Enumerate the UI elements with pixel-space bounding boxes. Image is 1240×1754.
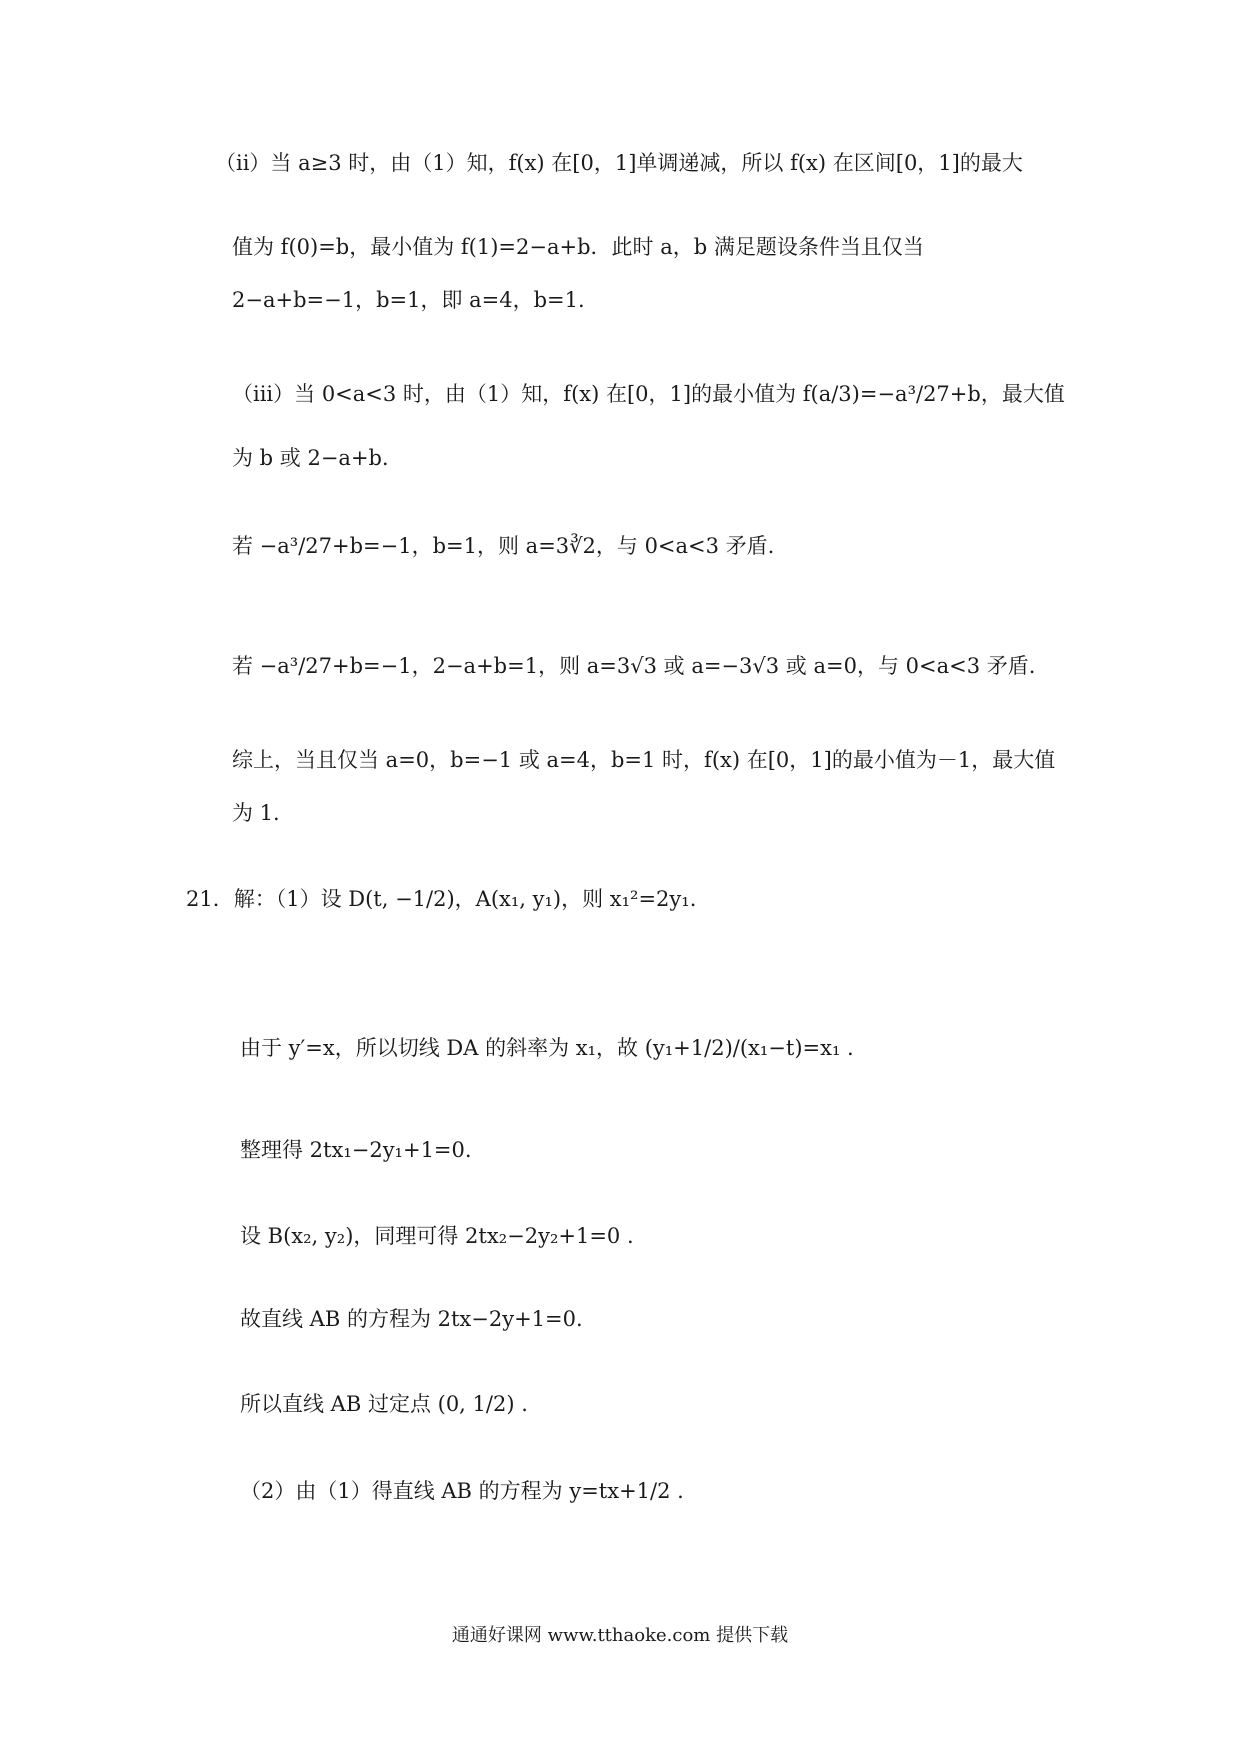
text-line-13: 设 B(x₂, y₂)，同理可得 2tx₂−2y₂+1=0 . (240, 1224, 634, 1248)
text-line-11: 由于 y′=x，所以切线 DA 的斜率为 x₁，故 (y₁+1/2)/(x₁−t)=x₁ . (240, 1036, 854, 1060)
text-line-6: 若 −a³/27+b=−1，b=1，则 a=3∛2，与 0<a<3 矛盾. (232, 534, 775, 558)
text-line-5: 为 b 或 2−a+b． (232, 446, 403, 470)
text-line-10: 21．解：（1）设 D(t, −1/2)，A(x₁, y₁)，则 x₁²=2y₁. (186, 887, 697, 911)
text-line-12: 整理得 2tx₁−2y₁+1=0. (240, 1138, 472, 1162)
page-footer: 通通好课网 www.tthaoke.com 提供下载 (451, 1625, 789, 1646)
text-line-3: 2−a+b=−1，b=1，即 a=4，b=1. (232, 288, 585, 312)
text-line-1: （ii）当 a≥3 时，由（1）知，f(x) 在[0，1]单调递减，所以 f(x) 在区间[0，1]的最大 (215, 151, 1023, 175)
text-line-8: 综上，当且仅当 a=0，b=−1 或 a=4，b=1 时，f(x) 在[0，1]的最小值为－1，最大值 (232, 748, 1056, 772)
text-line-2: 值为 f(0)=b，最小值为 f(1)=2−a+b．此时 a，b 满足题设条件当且仅当 (232, 235, 924, 259)
text-line-14: 故直线 AB 的方程为 2tx−2y+1=0. (240, 1307, 583, 1331)
text-line-4: （iii）当 0<a<3 时，由（1）知，f(x) 在[0，1]的最小值为 f(a/3)=−a³/27+b，最大值 (232, 382, 1065, 406)
text-line-9: 为 1. (232, 801, 280, 825)
text-line-7: 若 −a³/27+b=−1，2−a+b=1，则 a=3√3 或 a=−3√3 或 a=0，与 0<a<3 矛盾. (232, 654, 1036, 678)
text-line-15: 所以直线 AB 过定点 (0, 1/2) . (240, 1392, 528, 1416)
text-line-16: （2）由（1）得直线 AB 的方程为 y=tx+1/2 . (240, 1479, 684, 1503)
